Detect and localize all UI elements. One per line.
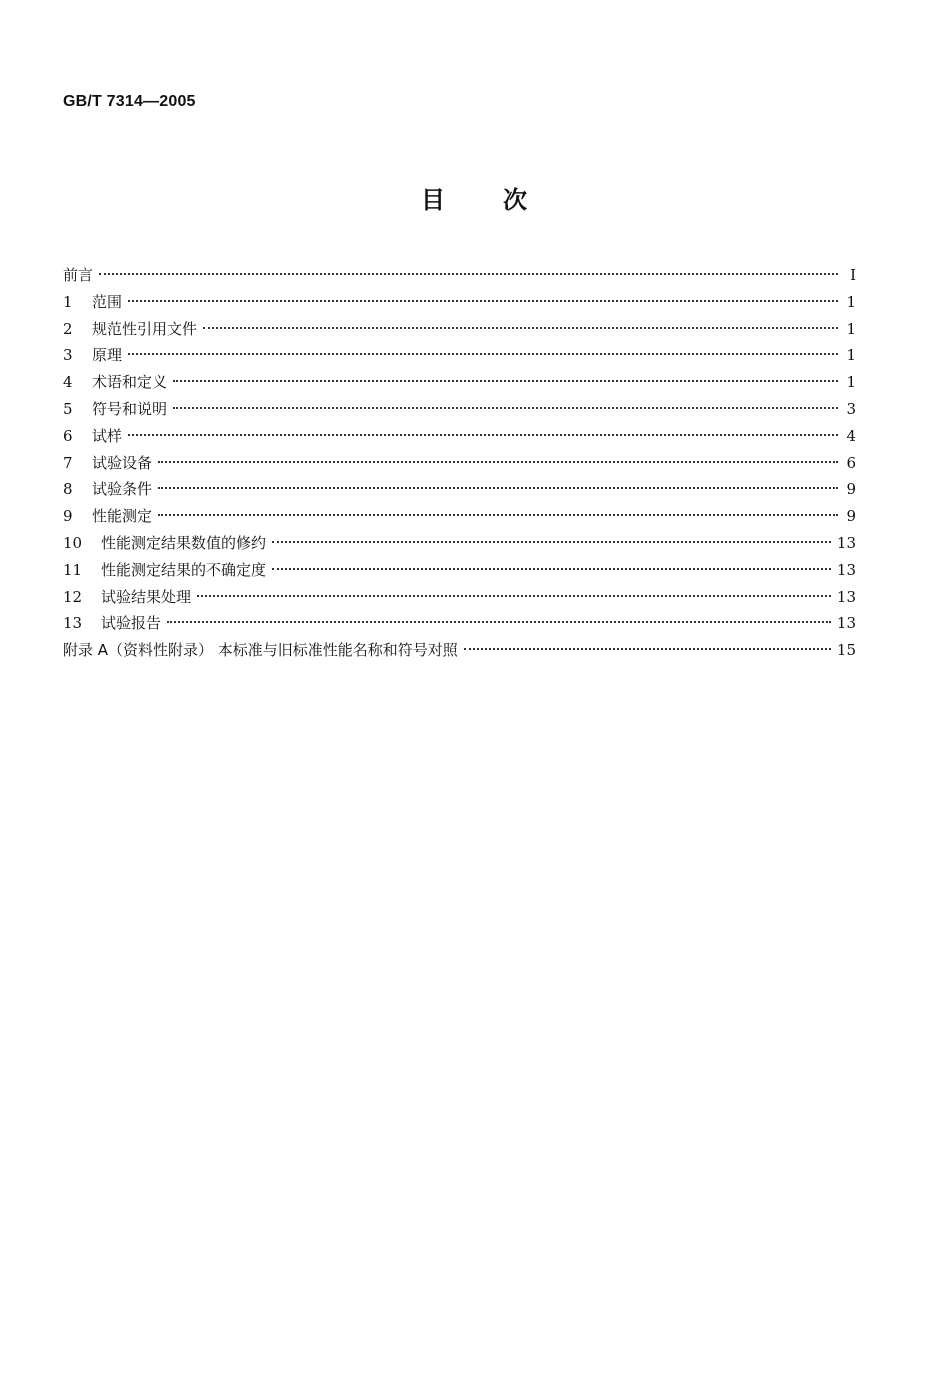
toc-leader — [158, 461, 838, 463]
toc-leader — [173, 407, 838, 409]
toc-label: 附录 A（资料性附录） 本标准与旧标准性能名称和符号对照 — [63, 641, 458, 660]
toc-number: 7 — [63, 453, 73, 472]
toc-entry-11[interactable] — [63, 557, 856, 584]
toc-page: I — [850, 266, 856, 284]
toc-number: 13 — [63, 614, 83, 633]
toc-leader — [203, 327, 838, 329]
toc-leader — [272, 541, 831, 543]
toc-leader — [128, 300, 838, 302]
toc-entry-2[interactable] — [63, 316, 856, 343]
toc-label: 试验结果处理 — [101, 587, 192, 606]
toc-page: 13 — [836, 533, 856, 552]
toc-number: 3 — [63, 346, 73, 365]
toc-leader — [197, 595, 831, 597]
toc-page: 1 — [846, 373, 856, 392]
toc-entry-12[interactable] — [63, 584, 856, 611]
toc-entry-7[interactable] — [63, 450, 856, 477]
toc-entry-9[interactable] — [63, 503, 856, 530]
toc-label: 范围 — [92, 292, 123, 311]
toc-entry-13[interactable] — [63, 610, 856, 637]
toc-entry-foreword[interactable] — [63, 262, 856, 289]
toc-entry-4[interactable] — [63, 369, 856, 396]
toc-label: 性能测定结果的不确定度 — [101, 560, 267, 579]
toc-page: 13 — [836, 614, 856, 633]
toc-entry-6[interactable] — [63, 423, 856, 450]
toc-number: 1 — [63, 292, 73, 311]
toc-page: 3 — [846, 399, 856, 418]
standard-code: GB/T 7314—2005 — [63, 93, 196, 110]
toc-label: 规范性引用文件 — [92, 319, 198, 338]
toc-leader — [99, 273, 838, 275]
toc-number: 5 — [63, 399, 73, 418]
toc-label: 前言 — [63, 266, 94, 284]
toc-label: 试验设备 — [92, 453, 153, 472]
toc-label: 原理 — [92, 346, 123, 365]
toc-page: 1 — [846, 292, 856, 311]
toc-label: 性能测定 — [92, 507, 153, 526]
toc-label: 试样 — [92, 426, 123, 445]
toc-entry-annex-a[interactable] — [63, 637, 856, 664]
toc-page: 9 — [846, 507, 856, 526]
toc-number: 9 — [63, 507, 73, 526]
toc-number: 2 — [63, 319, 73, 338]
title-char-2: 次 — [503, 186, 529, 214]
toc-leader — [158, 514, 838, 516]
toc-leader — [173, 380, 838, 382]
toc-entry-8[interactable] — [63, 476, 856, 503]
toc-entry-10[interactable] — [63, 530, 856, 557]
toc-page: 15 — [836, 641, 856, 660]
toc-page: 1 — [846, 319, 856, 338]
toc-page: 6 — [846, 453, 856, 472]
toc-leader — [158, 487, 838, 489]
toc-leader — [128, 434, 838, 436]
toc-number: 4 — [63, 373, 73, 392]
toc-page: 13 — [836, 587, 856, 606]
toc-number: 8 — [63, 480, 73, 499]
toc-number: 10 — [63, 533, 83, 552]
toc-leader — [167, 621, 831, 623]
toc-label: 性能测定结果数值的修约 — [101, 533, 267, 552]
toc-page: 4 — [846, 426, 856, 445]
toc-page: 9 — [846, 480, 856, 499]
toc-label: 试验条件 — [92, 480, 153, 499]
toc-page: 13 — [836, 560, 856, 579]
table-of-contents — [63, 262, 856, 664]
toc-entry-5[interactable] — [63, 396, 856, 423]
toc-number: 6 — [63, 426, 73, 445]
toc-leader — [128, 353, 838, 355]
toc-leader — [272, 568, 831, 570]
toc-label: 试验报告 — [101, 614, 162, 633]
toc-entry-3[interactable] — [63, 342, 856, 369]
toc-number: 12 — [63, 587, 83, 606]
toc-page: 1 — [846, 346, 856, 365]
page-title — [0, 180, 950, 215]
title-char-1: 目 — [421, 186, 447, 214]
toc-entry-1[interactable] — [63, 289, 856, 316]
toc-label: 术语和定义 — [92, 373, 168, 392]
toc-leader — [464, 648, 831, 650]
toc-label: 符号和说明 — [92, 399, 168, 418]
toc-number: 11 — [63, 560, 83, 579]
